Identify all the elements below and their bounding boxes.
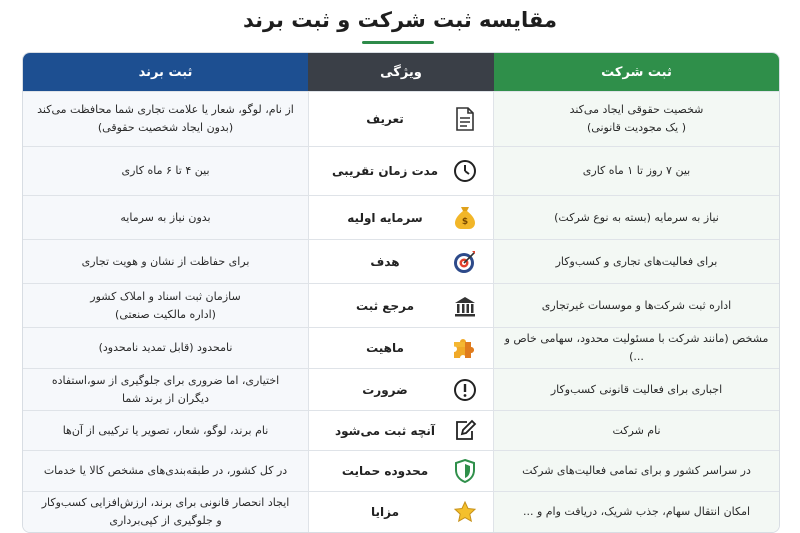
company-cell <box>494 328 779 368</box>
bank-building-icon <box>451 292 479 320</box>
table-row <box>23 239 779 283</box>
feature-cell <box>308 284 494 327</box>
company-cell <box>494 492 779 532</box>
company-cell-text: برای فعالیت‌های تجاری و کسب‌وکار <box>555 254 718 268</box>
company-cell-text: امکان انتقال سهام، جذب شریک، دریافت وام و ... <box>522 505 751 518</box>
clock-icon <box>451 157 479 185</box>
company-cell-text: در سراسر کشور و برای تمامی فعالیت‌های شرکت <box>522 464 751 477</box>
brand-cell-text: ایجاد انحصار قانونی برای برند، ارزش‌افزایی کسب‌وکار و جلوگیری از کپی‌برداری <box>41 496 290 527</box>
feature-label: ماهیت <box>366 341 404 355</box>
table-row <box>23 283 779 327</box>
table-row <box>23 327 779 368</box>
target-icon <box>451 248 479 276</box>
feature-label: مزایا <box>370 505 400 519</box>
star-icon <box>451 498 479 526</box>
company-cell-text: نام شرکت <box>612 423 661 437</box>
company-cell-text: اداره ثبت شرکت‌ها و موسسات غیرتجاری <box>541 298 732 312</box>
header-company: ثبت شرکت <box>494 53 779 91</box>
feature-cell <box>308 240 494 283</box>
feature-cell <box>308 328 494 368</box>
brand-cell <box>23 411 308 450</box>
feature-label: ضرورت <box>362 382 408 397</box>
comparison-table <box>22 52 780 533</box>
company-cell <box>494 451 779 491</box>
table-row <box>23 368 779 410</box>
document-icon <box>451 105 479 133</box>
table-row <box>23 491 779 532</box>
feature-label: محدوده حمایت <box>341 464 429 478</box>
brand-cell-text: نام برند، لوگو، شعار، تصویر یا ترکیبی از آن‌ها <box>62 423 269 437</box>
shield-icon <box>451 457 479 485</box>
company-cell <box>494 240 779 283</box>
brand-cell-text: برای حفاظت از نشان و هویت تجاری <box>81 254 250 268</box>
feature-cell <box>308 196 494 239</box>
company-cell-text: نیاز به سرمایه (بسته به نوع شرکت) <box>554 210 719 224</box>
title-underline <box>362 41 434 44</box>
feature-cell <box>308 411 494 450</box>
feature-cell <box>308 451 494 491</box>
table-row <box>23 410 779 450</box>
company-cell-text: مشخص (مانند شرکت با مسئولیت محدود، سهامی خاص و ...) <box>504 332 769 363</box>
company-cell <box>494 92 779 146</box>
brand-cell-text: سازمان ثبت اسناد و املاک کشور (اداره مالکیت صنعتی) <box>90 289 241 321</box>
svg-text:$: $ <box>461 216 469 227</box>
brand-cell-text: بین ۴ تا ۶ ماه کاری <box>121 164 210 177</box>
feature-label: مرجع ثبت <box>355 298 415 313</box>
company-cell <box>494 147 779 195</box>
brand-cell-text: اختیاری، اما ضروری برای جلوگیری از سو،استفاده دیگران از برند شما <box>51 373 280 405</box>
brand-cell <box>23 147 308 195</box>
table-row <box>23 91 779 146</box>
brand-cell <box>23 451 308 491</box>
company-cell-text: شخصیت حقوقی ایجاد می‌کند ( یک مجودیت قانونی) <box>569 103 704 134</box>
feature-label: تعریف <box>366 112 404 126</box>
company-cell <box>494 284 779 327</box>
brand-cell <box>23 92 308 146</box>
header-brand: ثبت برند <box>23 53 308 91</box>
brand-cell <box>23 328 308 368</box>
table-row <box>23 450 779 491</box>
brand-cell-text: از نام، لوگو، شعار یا علامت تجاری شما محافظت می‌کند (بدون ایجاد شخصیت حقوقی) <box>37 103 294 134</box>
feature-label: مدت زمان تقریبی <box>331 164 438 178</box>
page-title: مقایسه ثبت شرکت و ثبت برند <box>242 8 558 32</box>
brand-cell-text: نامحدود (قابل تمدید نامحدود) <box>98 341 233 354</box>
puzzle-icon <box>451 334 479 362</box>
feature-cell <box>308 369 494 410</box>
table-row <box>23 195 779 239</box>
brand-cell-text: در کل کشور، در طبقه‌بندی‌های مشخص کالا یا خدمات <box>43 464 288 477</box>
money-bag-icon <box>451 204 479 232</box>
company-cell-text: اجباری برای فعالیت قانونی کسب‌وکار <box>550 382 723 396</box>
feature-label: آنچه ثبت می‌شود <box>334 423 436 438</box>
feature-label: سرمایه اولیه <box>347 210 423 225</box>
edit-icon <box>451 417 479 445</box>
brand-cell-text: بدون نیاز به سرمایه <box>120 210 211 224</box>
company-cell-text: بین ۷ روز تا ۱ ماه کاری <box>582 164 691 177</box>
table-header <box>23 53 779 91</box>
table-row <box>23 146 779 195</box>
feature-cell <box>308 492 494 532</box>
exclamation-icon <box>451 376 479 404</box>
brand-cell <box>23 284 308 327</box>
brand-cell <box>23 369 308 410</box>
brand-cell <box>23 196 308 239</box>
header-feature: ویژگی <box>308 53 494 91</box>
brand-cell <box>23 492 308 532</box>
company-cell <box>494 369 779 410</box>
table-body <box>23 91 779 532</box>
feature-cell <box>308 92 494 146</box>
brand-cell <box>23 240 308 283</box>
company-cell <box>494 411 779 450</box>
feature-label: هدف <box>370 254 400 269</box>
feature-cell <box>308 147 494 195</box>
company-cell <box>494 196 779 239</box>
